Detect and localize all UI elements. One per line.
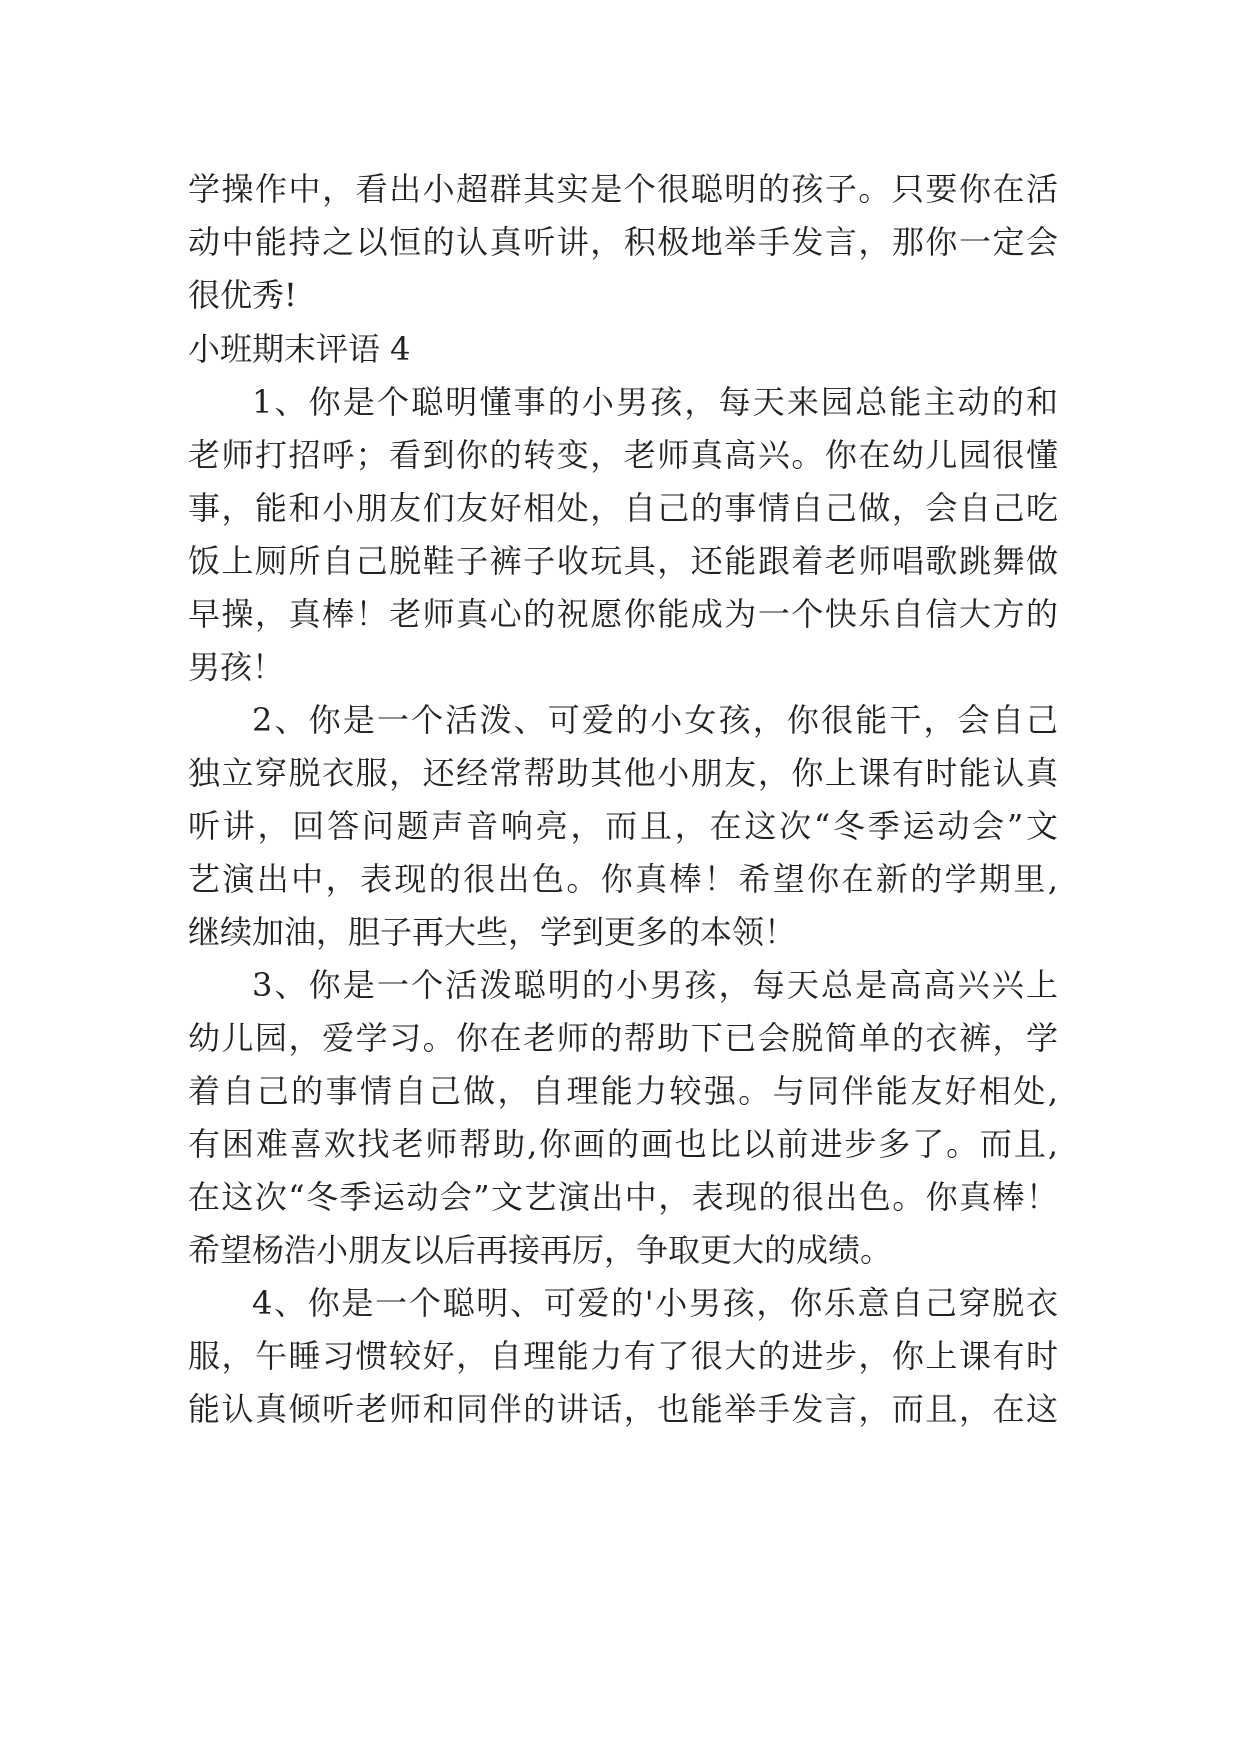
paragraph-line: 动中能持之以恒的认真听讲，积极地举手发言，那你一定会 [188, 223, 1058, 261]
paragraph-line: 4、你是一个聪明、可爱的'小男孩，你乐意自己穿脱衣 [252, 1284, 1058, 1322]
paragraph-line: 1、你是个聪明懂事的小男孩，每天来园总能主动的和 [252, 383, 1058, 421]
paragraph-line: 着自己的事情自己做，自理能力较强。与同伴能友好相处, [188, 1072, 1058, 1110]
paragraph-line: 听讲，回答问题声音响亮，而且，在这次“冬季运动会”文 [188, 807, 1058, 845]
paragraph-line: 继续加油，胆子再大些，学到更多的本领！ [188, 913, 797, 951]
paragraph-line: 幼儿园，爱学习。你在老师的帮助下已会脱简单的衣裤，学 [188, 1019, 1058, 1057]
paragraph-line: 饭上厕所自己脱鞋子裤子收玩具，还能跟着老师唱歌跳舞做 [188, 542, 1058, 580]
paragraph-line: 独立穿脱衣服，还经常帮助其他小朋友，你上课有时能认真 [188, 754, 1058, 792]
paragraph-line: 事，能和小朋友们友好相处，自己的事情自己做，会自己吃 [188, 489, 1058, 527]
paragraph-line: 男孩！ [188, 648, 285, 686]
paragraph-line: 2、你是一个活泼、可爱的小女孩，你很能干，会自己 [252, 701, 1058, 739]
paragraph-line: 有困难喜欢找老师帮助,你画的画也比以前进步多了。而且, [188, 1125, 1058, 1163]
paragraph-line: 在这次“冬季运动会”文艺演出中，表现的很出色。你真棒！ [188, 1178, 1058, 1216]
paragraph-line: 3、你是一个活泼聪明的小男孩，每天总是高高兴兴上 [252, 966, 1058, 1004]
paragraph-line: 学操作中，看出小超群其实是个很聪明的孩子。只要你在活 [188, 170, 1058, 208]
paragraph-line: 能认真倾听老师和同伴的讲话，也能举手发言，而且，在这 [188, 1390, 1058, 1428]
paragraph-line: 很优秀! [188, 276, 297, 314]
paragraph-line: 服，午睡习惯较好，自理能力有了很大的进步，你上课有时 [188, 1337, 1058, 1375]
paragraph-line: 老师打招呼；看到你的转变，老师真高兴。你在幼儿园很懂 [188, 436, 1058, 474]
section-heading: 小班期末评语 4 [188, 330, 411, 368]
paragraph-line: 艺演出中，表现的很出色。你真棒！希望你在新的学期里, [188, 860, 1058, 898]
paragraph-line: 早操，真棒！老师真心的祝愿你能成为一个快乐自信大方的 [188, 595, 1058, 633]
paragraph-line: 希望杨浩小朋友以后再接再厉，争取更大的成绩。 [188, 1231, 893, 1269]
